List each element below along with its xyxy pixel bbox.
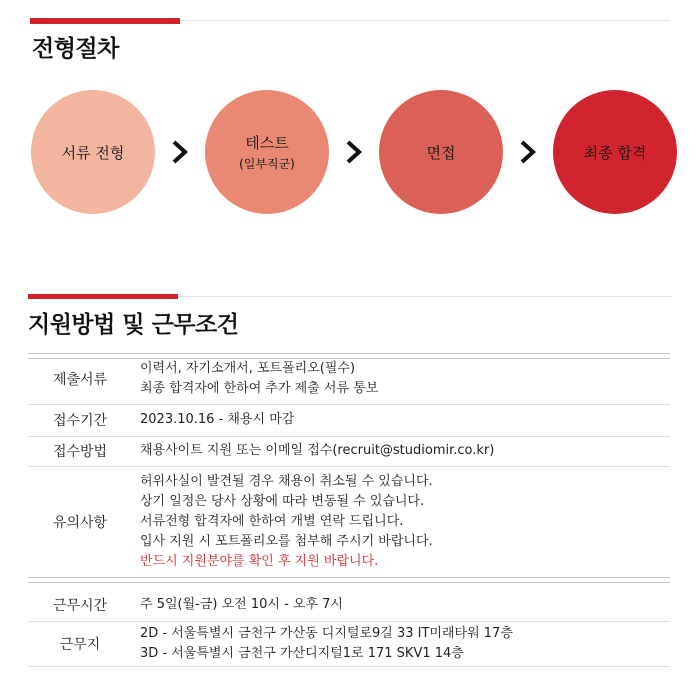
section-accent-bar xyxy=(28,294,178,299)
table-row xyxy=(28,621,670,666)
row-value xyxy=(132,466,670,577)
row-line: 최종 합격자에 한하여 추가 제출 서류 통보 xyxy=(140,381,379,397)
table-row xyxy=(28,355,670,404)
section-accent-bar xyxy=(30,18,180,24)
row-value: 채용사이트 지원 또는 이메일 접수(recruit@studiomir.co.kr) xyxy=(132,436,670,466)
table-row xyxy=(28,436,670,466)
chevron-right-icon xyxy=(515,140,539,164)
row-label: 근무지 xyxy=(28,621,132,666)
row-line: 상기 일정은 당사 상황에 따라 변동될 수 있습니다. xyxy=(140,493,425,509)
process-title: 전형절차 xyxy=(32,36,119,62)
row-label: 접수방법 xyxy=(28,436,132,466)
step-2-label: 테스트 xyxy=(245,134,289,152)
row-line: 입사 지원 시 포트폴리오를 첨부해 주시기 바랍니다. xyxy=(140,533,433,549)
apply-table xyxy=(28,355,670,578)
chevron-right-icon xyxy=(167,140,191,164)
row-line: 이력서, 자기소개서, 포트폴리오(필수) xyxy=(140,361,356,377)
step-4-circle xyxy=(553,90,677,214)
table-row xyxy=(28,404,670,436)
row-line-highlight: 반드시 지원분야를 확인 후 지원 바랍니다. xyxy=(140,553,379,569)
step-3-label: 면접 xyxy=(426,143,456,162)
step-1-circle xyxy=(31,90,155,214)
row-line: 2D - 서울특별시 금천구 가산동 디지털로9길 33 IT미래타워 17층 xyxy=(140,625,513,641)
step-4-label: 최종 합격 xyxy=(583,143,647,162)
row-value: 2023.10.16 - 채용시 마감 xyxy=(132,404,670,436)
row-label: 유의사항 xyxy=(28,466,132,577)
row-value: 주 5일(월-금) 오전 10시 - 오후 7시 xyxy=(132,590,670,621)
chevron-right-icon xyxy=(341,140,365,164)
row-line: 허위사실이 발견될 경우 채용이 취소될 수 있습니다. xyxy=(140,473,433,489)
step-3-circle xyxy=(379,90,503,214)
work-table xyxy=(28,590,670,667)
row-line: 3D - 서울특별시 금천구 가산디지털1로 171 SKV1 14층 xyxy=(140,645,464,661)
step-2-circle xyxy=(205,90,329,214)
table-row xyxy=(28,590,670,621)
row-value xyxy=(132,355,670,404)
row-line: 서류전형 합격자에 한하여 개별 연락 드립니다. xyxy=(140,513,404,529)
table-mid-double-rule xyxy=(28,577,670,583)
row-label: 제출서류 xyxy=(28,355,132,404)
row-label: 근무시간 xyxy=(28,590,132,621)
step-2-sublabel: (일부직군) xyxy=(239,157,295,171)
table-row xyxy=(28,466,670,577)
row-value xyxy=(132,621,670,666)
step-1-label: 서류 전형 xyxy=(61,143,125,162)
apply-title: 지원방법 및 근무조건 xyxy=(28,312,239,338)
row-label: 접수기간 xyxy=(28,404,132,436)
